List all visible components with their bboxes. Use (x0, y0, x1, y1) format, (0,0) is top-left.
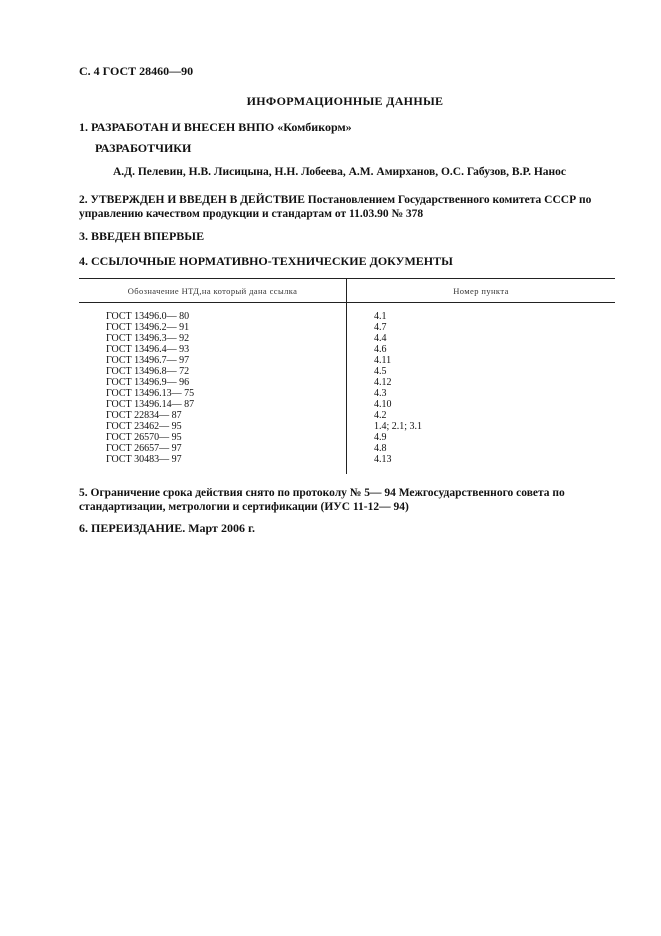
section-6: 6. ПЕРЕИЗДАНИЕ. Март 2006 г. (79, 521, 256, 535)
table-cell-item: 4.6 (374, 344, 387, 355)
table-cell-document: ГОСТ 13496.7— 97 (106, 355, 190, 366)
table-cell-item: 4.2 (374, 410, 387, 421)
table-cell-document: ГОСТ 22834— 87 (106, 410, 182, 421)
section-5: 5. Ограничение срока действия снято по протоколу № 5— 94 Межгосударственного совета по стандартизации, метрологии и сертификации (ИУС 11-12— 94) (79, 487, 565, 513)
page-title: ИНФОРМАЦИОННЫЕ ДАННЫЕ (246, 94, 444, 108)
table-cell-item: 4.1 (374, 311, 387, 322)
table-column-divider (346, 278, 347, 474)
table-cell-document: ГОСТ 13496.8— 72 (106, 366, 190, 377)
table-header-item: Номер пункта (453, 286, 509, 296)
developers-heading: РАЗРАБОТЧИКИ (95, 141, 192, 155)
table-cell-document: ГОСТ 13496.3— 92 (106, 333, 190, 344)
table-cell-document: ГОСТ 26570— 95 (106, 432, 182, 443)
table-cell-item: 4.4 (374, 333, 387, 344)
table-cell-item: 4.11 (374, 355, 392, 366)
reference-table (79, 278, 615, 474)
table-header-document: Обозначение НТД,на который дана ссылка (127, 286, 298, 296)
table-cell-document: ГОСТ 23462— 95 (106, 421, 182, 432)
table-cell-item: 4.9 (374, 432, 387, 443)
section-2-heading: УТВЕРЖДЕН И ВВЕДЕН В ДЕЙСТВИЕ (90, 194, 305, 206)
section-3: 3. ВВЕДЕН ВПЕРВЫЕ (79, 229, 205, 243)
table-cell-document: ГОСТ 13496.4— 93 (106, 344, 190, 355)
table-cell-item: 4.10 (374, 399, 392, 410)
table-cell-item: 4.5 (374, 366, 387, 377)
table-cell-document: ГОСТ 13496.2— 91 (106, 322, 190, 333)
section-2 (79, 193, 617, 221)
table-cell-item: 4.8 (374, 443, 387, 454)
table-cell-document: ГОСТ 30483— 97 (106, 454, 182, 465)
table-cell-item: 4.3 (374, 388, 387, 399)
section-1: 1. РАЗРАБОТАН И ВНЕСЕН ВНПО «Комбикорм» (79, 120, 352, 134)
table-cell-document: ГОСТ 13496.14— 87 (106, 399, 195, 410)
section-2-number: 2. (79, 194, 88, 206)
table-cell-document: ГОСТ 26657— 97 (106, 443, 182, 454)
table-cell-item: 1.4; 2.1; 3.1 (374, 421, 423, 432)
section-2-text: Постановлением Государственного комитета СССР по управлению качеством продукции и стандартам от 11.03.90 № 378 (79, 194, 592, 220)
table-cell-document: ГОСТ 13496.0— 80 (106, 311, 190, 322)
section-4: 4. ССЫЛОЧНЫЕ НОРМАТИВНО-ТЕХНИЧЕСКИЕ ДОКУМЕНТЫ (79, 254, 453, 268)
table-cell-item: 4.7 (374, 322, 387, 333)
table-header-divider (79, 302, 615, 303)
table-top-border (79, 278, 615, 279)
table-cell-document: ГОСТ 13496.13— 75 (106, 388, 195, 399)
developers-list: А.Д. Пелевин, Н.В. Лисицына, Н.Н. Лобеева, А.М. Амирханов, О.С. Габузов, В.Р. Нанос (113, 166, 566, 178)
page-header: С. 4 ГОСТ 28460—90 (79, 64, 194, 78)
table-cell-item: 4.12 (374, 377, 392, 388)
table-cell-document: ГОСТ 13496.9— 96 (106, 377, 190, 388)
table-cell-item: 4.13 (374, 454, 392, 465)
